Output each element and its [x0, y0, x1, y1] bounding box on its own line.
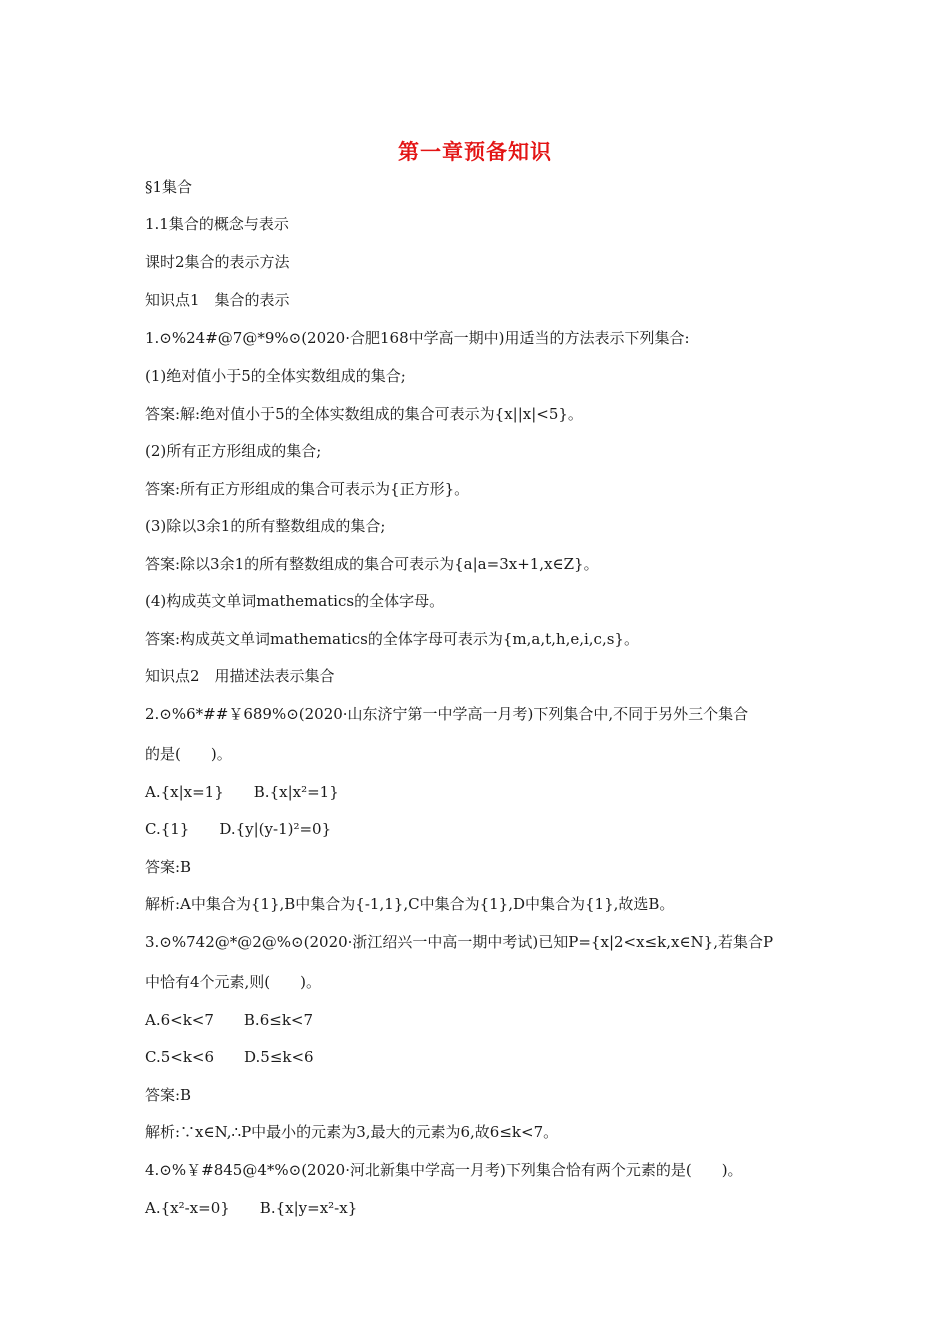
question-1-part-1: (1)绝对值小于5的全体实数组成的集合;	[145, 367, 406, 385]
question-2-continued: 的是( )。	[145, 745, 232, 763]
question-2-options-ab: A.{x|x=1} B.{x|x²=1}	[145, 783, 339, 801]
answer-3: 答案:B	[145, 1086, 192, 1104]
answer-1-part-1: 答案:解:绝对值小于5的全体实数组成的集合可表示为{x||x|<5}。	[145, 405, 583, 423]
question-3-options-cd: C.5<k<6 D.5≤k<6	[145, 1048, 314, 1066]
question-1-part-3: (3)除以3余1的所有整数组成的集合;	[145, 517, 386, 535]
subsection-heading: 1.1集合的概念与表示	[145, 215, 289, 233]
knowledge-point-2: 知识点2 用描述法表示集合	[145, 667, 335, 685]
question-3-continued: 中恰有4个元素,则( )。	[145, 973, 322, 991]
question-1: 1.⊙%24#@7@*9%⊙(2020·合肥168中学高一期中)用适当的方法表示下列集合:	[145, 329, 690, 347]
question-4: 4.⊙%￥#845@4*%⊙(2020·河北新集中学高一月考)下列集合恰有两个元素的是( )。	[145, 1161, 743, 1179]
answer-1-part-2: 答案:所有正方形组成的集合可表示为{正方形}。	[145, 480, 470, 498]
question-3: 3.⊙%742@*@2@%⊙(2020·浙江绍兴一中高一期中考试)已知P={x|2<x≤k,x∈N},若集合P	[145, 933, 774, 951]
answer-1-part-4: 答案:构成英文单词mathematics的全体字母可表示为{m,a,t,h,e,i,c,s}。	[145, 630, 639, 648]
answer-2: 答案:B	[145, 858, 192, 876]
question-2: 2.⊙%6*##￥689%⊙(2020·山东济宁第一中学高一月考)下列集合中,不同于另外三个集合	[145, 705, 749, 723]
chapter-title: 第一章预备知识	[398, 140, 552, 164]
question-3-options-ab: A.6<k<7 B.6≤k<7	[145, 1011, 314, 1029]
question-1-part-4: (4)构成英文单词mathematics的全体字母。	[145, 592, 445, 610]
section-heading: §1集合	[145, 178, 193, 196]
question-1-part-2: (2)所有正方形组成的集合;	[145, 442, 322, 460]
lesson-heading: 课时2集合的表示方法	[145, 253, 290, 271]
explanation-3: 解析:∵x∈N,∴P中最小的元素为3,最大的元素为6,故6≤k<7。	[145, 1123, 559, 1141]
explanation-2: 解析:A中集合为{1},B中集合为{-1,1},C中集合为{1},D中集合为{1},故选B。	[145, 895, 675, 913]
question-4-options-ab: A.{x²-x=0} B.{x|y=x²-x}	[145, 1199, 358, 1217]
answer-1-part-3: 答案:除以3余1的所有整数组成的集合可表示为{a|a=3x+1,x∈Z}。	[145, 555, 599, 573]
question-2-options-cd: C.{1} D.{y|(y-1)²=0}	[145, 820, 332, 838]
knowledge-point-1: 知识点1 集合的表示	[145, 291, 290, 309]
